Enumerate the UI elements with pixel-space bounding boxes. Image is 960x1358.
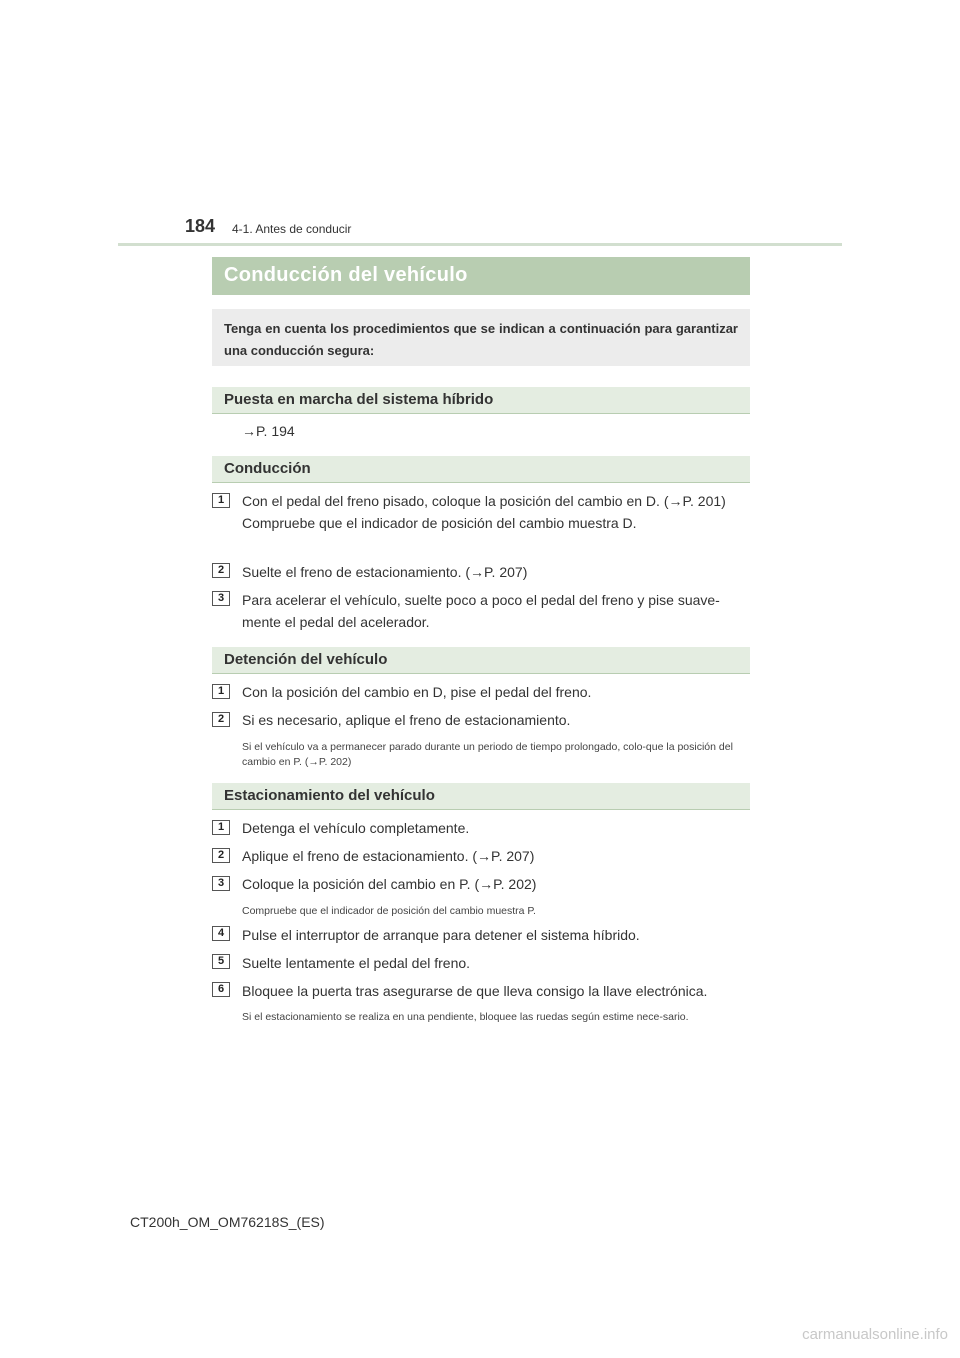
document-code: CT200h_OM_OM76218S_(ES) — [130, 1214, 325, 1230]
step-number: 2 — [212, 848, 230, 863]
step-text — [242, 490, 750, 534]
intro-box — [212, 309, 750, 366]
step-number: 1 — [212, 493, 230, 508]
step-number: 6 — [212, 982, 230, 997]
parking-step3-note: Compruebe que el indicador de posición del cambio muestra P. — [242, 905, 536, 917]
section-label: 4-1. Antes de conducir — [232, 222, 352, 236]
page-title-bar — [212, 257, 750, 295]
step-number: 3 — [212, 876, 230, 891]
header-divider — [118, 243, 842, 246]
heading-driving-label: Conducción — [224, 460, 311, 477]
page-title: Conducción del vehículo — [224, 264, 468, 286]
heading-startup — [212, 387, 750, 414]
heading-driving — [212, 456, 750, 483]
heading-parking-label: Estacionamiento del vehículo — [224, 787, 435, 804]
heading-stopping — [212, 647, 750, 674]
heading-stopping-label: Detención del vehículo — [224, 651, 388, 668]
step-text: Para acelerar el vehículo, suelte poco a poco el pedal del freno y pise suave-mente el pedal del acelerador. — [242, 592, 720, 630]
watermark: carmanualsonline.info — [802, 1326, 948, 1343]
stopping-note: Si el vehículo va a permanecer parado durante un periodo de tiempo prolongado, colo-que la posición del cambio en P. (→P. 202) — [242, 741, 733, 768]
step-text: Coloque la posición del cambio en P. (→P. 202) — [242, 876, 537, 892]
step-number: 1 — [212, 820, 230, 835]
step-extra: Compruebe que el indicador de posición del cambio muestra D. — [242, 515, 637, 531]
heading-startup-label: Puesta en marcha del sistema híbrido — [224, 391, 494, 408]
step-text: Suelte el freno de estacionamiento. (→P. 207) — [242, 564, 528, 580]
heading-parking — [212, 783, 750, 810]
parking-end-note: Si el estacionamiento se realiza en una pendiente, bloquee las ruedas según estime nece-sario. — [242, 1011, 689, 1023]
step-text: Pulse el interruptor de arranque para detener el sistema híbrido. — [242, 927, 640, 943]
step-text: Suelte lentamente el pedal del freno. — [242, 955, 471, 971]
step-number: 5 — [212, 954, 230, 969]
step-number: 4 — [212, 926, 230, 941]
intro-text: Tenga en cuenta los procedimientos que se indican a continuación para garantizar una conducción segura: — [224, 321, 738, 358]
step-text: Detenga el vehículo completamente. — [242, 820, 470, 836]
step-instruction: Con el pedal del freno pisado, coloque la posición del cambio en D. (→P. 201) — [242, 493, 726, 509]
startup-page-ref[interactable]: →P. 194 — [242, 423, 295, 439]
step-text: Aplique el freno de estacionamiento. (→P. 207) — [242, 848, 535, 864]
step-number: 1 — [212, 684, 230, 699]
step-number: 3 — [212, 591, 230, 606]
step-number: 2 — [212, 712, 230, 727]
step-text: Con la posición del cambio en D, pise el pedal del freno. — [242, 684, 592, 700]
page-number: 184 — [185, 216, 216, 236]
step-text: Si es necesario, aplique el freno de estacionamiento. — [242, 712, 571, 728]
step-number: 2 — [212, 563, 230, 578]
step-text: Bloquee la puerta tras asegurarse de que lleva consigo la llave electrónica. — [242, 983, 708, 999]
